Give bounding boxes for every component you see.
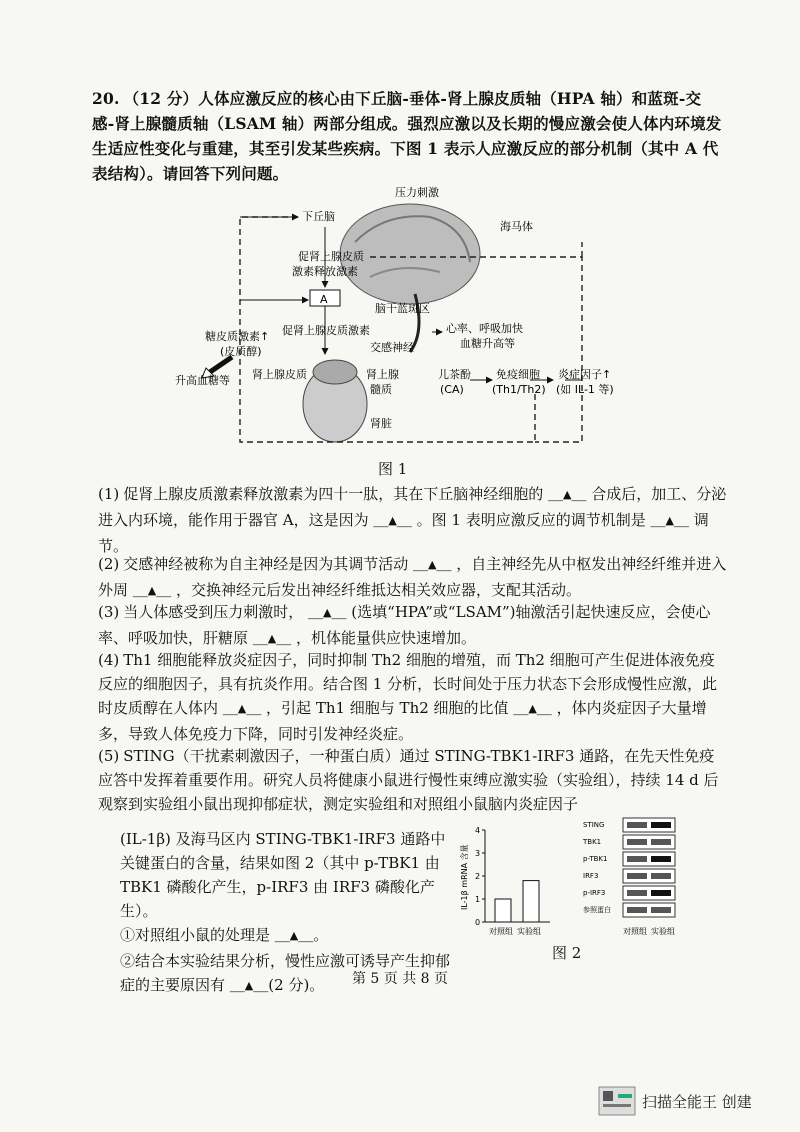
- y-tick-label: 2: [475, 872, 481, 881]
- x-category-label: 实验组: [517, 927, 541, 936]
- question-5-number: (5): [98, 747, 120, 765]
- figure-2: [455, 810, 695, 960]
- answer-blank[interactable]: ▲: [289, 929, 299, 942]
- label-ca: (CA): [440, 383, 464, 396]
- question-5: [98, 744, 728, 816]
- blot-band: [651, 822, 671, 828]
- label-pressure: 压力刺激: [395, 186, 439, 199]
- question-4: (4) Th1 细胞能释放炎症因子，同时抑制 Th2 细胞的增殖，而 Th2 细胞可产生促进体液免疫反应的细胞因子，具有抗炎作用。结合图 1 分析，长时间处于压力状态下会形成慢性应激，此时皮质醇在人体内 ＿▲＿ ，引起 Th1 细胞与 Th2 细胞的比值 ＿▲＿ ，体内炎症因子大量增多，导致人体免疫力下降，同时引发神经炎症。: [98, 651, 718, 743]
- blot-band: [627, 907, 647, 913]
- scanner-watermark: [598, 1083, 752, 1119]
- blot-band: [627, 856, 647, 862]
- blot-band: [627, 890, 647, 896]
- answer-blank[interactable]: ▲: [428, 558, 437, 571]
- q2-text-2: ，自主神经先从中枢发出神经纤维并进入外周: [98, 555, 727, 599]
- label-glucocorticoid: 糖皮质激素↑: [205, 330, 270, 343]
- label-acth: 促肾上腺皮质激素: [282, 324, 370, 337]
- answer-blank[interactable]: ▲: [323, 606, 332, 619]
- q2-text-3: ，交换神经元后发出神经纤维抵达相关效应器，支配其活动。: [176, 581, 582, 599]
- question-1-number: (1): [98, 485, 120, 503]
- q3-text-3: ，机体能量供应快速增加。: [296, 629, 477, 647]
- bar-control: [495, 899, 511, 922]
- question-3: (3) 当人体感受到压力刺激时， ＿▲＿ (选填“HPA”或“LSAM”)轴激活引起快速反应，会使心率、呼吸加快，肝糖原 ＿▲＿ ，机体能量供应快速增加。: [98, 603, 711, 647]
- y-tick-label: 0: [475, 918, 481, 927]
- question-2: (2) 交感神经被称为自主神经是因为其调节活动 ＿▲＿ ，自主神经先从中枢发出神经纤维并进入外周 ＿▲＿ ，交换神经元后发出神经纤维抵达相关效应器，支配其活动。: [98, 555, 727, 599]
- label-raise-sugar: 升高血糖等: [175, 374, 230, 387]
- label-hippocampus: 海马体: [500, 220, 533, 233]
- bar-chart-ylabel: IL-1β mRNA 含量: [460, 844, 469, 910]
- label-heart: 心率、呼吸加快: [446, 322, 523, 335]
- q3-text-1: 当人体感受到压力刺激时，: [123, 603, 304, 621]
- watermark-text: 扫描全能王 创建: [642, 1092, 752, 1111]
- q1-text-3: 。图 1 表明应激反应的调节机制是: [416, 511, 646, 529]
- label-catechol: 儿茶酚: [438, 368, 471, 381]
- question-3-number: (3): [98, 603, 120, 621]
- blot-band: [627, 873, 647, 879]
- label-hypothalamus: 下丘脑: [302, 210, 335, 223]
- q5-sub-2-end: (2 分)。: [268, 976, 325, 994]
- q1-text-2: 合成后，加工、分泌进入内环境，能作用于器官 A，这是因为: [98, 485, 727, 529]
- label-sympathetic: 交感神经: [370, 341, 414, 354]
- answer-blank[interactable]: ▲: [237, 702, 247, 715]
- blot-band: [651, 907, 671, 913]
- q4-text-3: ，体内炎症因子大量增多，导致人体免疫力下降，同时引发神经炎症。: [98, 699, 707, 743]
- answer-blank[interactable]: ▲: [267, 632, 277, 645]
- question-20-intro: [92, 86, 722, 186]
- blot-band: [651, 873, 671, 879]
- blot-band-label: p-TBK1: [583, 855, 608, 863]
- intro-text: 人体应激反应的核心由下丘脑-垂体-肾上腺皮质轴（HPA 轴）和蓝斑-交感-肾上腺髓质轴（LSAM 轴）两部分组成。强烈应激以及长期的慢应激会使人体内环境发生适应性变化与重建，其至引发某些疾病。下图 1 表示人应激反应的部分机制（其中 A 代表结构）。请回答下列问题。: [92, 89, 722, 183]
- answer-blank[interactable]: ▲: [563, 488, 572, 501]
- figure-1-caption: 图 1: [378, 460, 408, 478]
- label-il1: (如 IL-1 等): [556, 383, 614, 396]
- bar-experiment: [523, 881, 539, 922]
- q5-sub-1-end: 。: [313, 926, 329, 944]
- label-a: A: [320, 293, 328, 306]
- q3-text-2: (选填“HPA”或“LSAM”)轴激活引起快速反应，会使心率、呼吸加快，肝糖原: [98, 603, 711, 647]
- label-blood-sugar: 血糖升高等: [460, 337, 515, 350]
- question-4-number: (4): [98, 651, 120, 669]
- blot-band: [651, 839, 671, 845]
- blot-group-label: 对照组: [623, 927, 647, 936]
- label-kidney: 肾脏: [370, 417, 392, 430]
- figure-1-diagram: [170, 182, 650, 474]
- blot-band-label: TBK1: [583, 838, 602, 846]
- figure-2-caption: 图 2: [552, 944, 582, 962]
- question-points: （12 分）: [123, 89, 199, 108]
- label-medulla: 髓质: [370, 383, 392, 396]
- blot-band: [627, 839, 647, 845]
- x-category-label: 对照组: [489, 927, 513, 936]
- blot-band: [651, 890, 671, 896]
- label-inflammatory: 炎症因子↑: [558, 368, 612, 381]
- label-th1-th2: (Th1/Th2): [492, 383, 546, 396]
- q1-text-1: 促肾上腺皮质激素释放激素为四十一肽，其在下丘脑神经细胞的: [123, 485, 544, 503]
- label-cortisol: (皮质醇): [220, 345, 262, 358]
- blot-group-label: 实验组: [651, 927, 675, 936]
- blot-band-label: STING: [583, 821, 605, 829]
- y-tick-label: 1: [475, 895, 481, 904]
- blot-band-label: p-IRF3: [583, 889, 606, 897]
- label-crh-line2: 激素释放激素: [292, 265, 358, 278]
- q5-text-1: STING（干扰素刺激因子，一种蛋白质）通过 STING-TBK1-IRF3 通路，在先天性免疫应答中发挥着重要作用。研究人员将健康小鼠进行慢性束缚应激实验（实验组），持续 14 d 后观察到实验组小鼠出现抑郁症状，测定实验组和对照组小鼠脑内炎症因子: [98, 747, 719, 813]
- y-tick-label: 4: [475, 826, 481, 835]
- question-2-number: (2): [98, 555, 120, 573]
- page-footer: 第 5 页 共 8 页: [351, 971, 449, 987]
- answer-blank[interactable]: ▲: [665, 514, 674, 527]
- q2-text-1: 交感神经被称为自主神经是因为其调节活动: [123, 555, 409, 573]
- label-adrenal-cortex: 肾上腺皮质: [252, 368, 307, 381]
- q5-sub-1: ①对照组小鼠的处理是: [120, 926, 271, 944]
- blot-band-label: IRF3: [583, 872, 599, 880]
- question-5-continued: (IL-1β) 及海马区内 STING-TBK1-IRF3 通路中关键蛋白的含量，结果如图 2（其中 p-TBK1 由 TBK1 磷酸化产生，p-IRF3 由 IRF3 磷酸化产生）。 ①对照组小鼠的处理是 ＿▲＿。 ②结合本实验结果分析，慢性应激可诱导产生抑郁症的主要原因有 ＿▲＿(2 分)。: [120, 830, 451, 994]
- blot-band-label: 参照蛋白: [583, 906, 611, 914]
- blot-band: [651, 856, 671, 862]
- q4-text-1: Th1 细胞能释放炎症因子，同时抑制 Th2 细胞的增殖，而 Th2 细胞可产生促进体液免疫反应的细胞因子，具有抗炎作用。结合图 1 分析，长时间处于压力状态下会形成慢性应激，此时皮质醇在人体内: [98, 651, 718, 717]
- q1-text-4: 调节。: [98, 511, 709, 555]
- answer-blank[interactable]: ▲: [388, 514, 397, 527]
- label-adrenal: 肾上腺: [366, 368, 399, 381]
- q4-text-2: ，引起 Th1 细胞与 Th2 细胞的比值: [266, 699, 509, 717]
- answer-blank[interactable]: ▲: [528, 702, 537, 715]
- label-immune-cells: 免疫细胞: [496, 368, 540, 381]
- scanner-logo-icon: [598, 1086, 636, 1116]
- answer-blank[interactable]: ▲: [244, 979, 254, 992]
- answer-blank[interactable]: ▲: [147, 584, 157, 597]
- label-locus: 脑干蓝斑区: [375, 302, 430, 315]
- q5-text-2: (IL-1β) 及海马区内 STING-TBK1-IRF3 通路中关键蛋白的含量，结果如图 2（其中 p-TBK1 由 TBK1 磷酸化产生，p-IRF3 由 IRF3 磷酸化产生）。: [120, 830, 446, 920]
- blot-band: [627, 822, 647, 828]
- q5-sub-2: ②结合本实验结果分析，慢性应激可诱导产生抑郁症的主要原因有: [120, 952, 451, 994]
- question-number: 20.: [92, 89, 120, 108]
- y-tick-label: 3: [475, 849, 481, 858]
- label-crh-line1: 促肾上腺皮质: [298, 250, 364, 263]
- question-1: (1) 促肾上腺皮质激素释放激素为四十一肽，其在下丘脑神经细胞的 ＿▲＿ 合成后，加工、分泌进入内环境，能作用于器官 A，这是因为 ＿▲＿ 。图 1 表明应激反应的调节机制是 ＿▲＿ 调节。: [98, 485, 727, 555]
